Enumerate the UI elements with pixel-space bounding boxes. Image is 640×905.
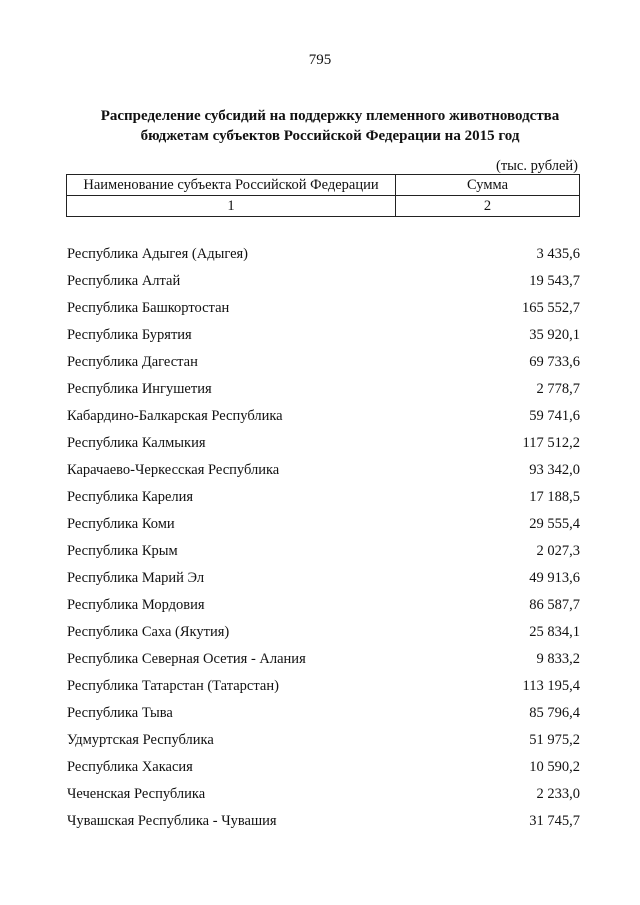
subsidy-amount: 25 834,1 bbox=[529, 624, 580, 640]
table-row bbox=[67, 619, 580, 646]
subsidy-amount: 117 512,2 bbox=[522, 435, 580, 451]
subsidy-amount: 17 188,5 bbox=[529, 489, 580, 505]
region-name: Чеченская Республика bbox=[67, 786, 206, 802]
table-row bbox=[67, 700, 580, 727]
subsidy-amount: 2 233,0 bbox=[536, 786, 580, 802]
table-row bbox=[67, 403, 580, 430]
table-row bbox=[67, 241, 580, 268]
region-name: Республика Татарстан (Татарстан) bbox=[67, 678, 279, 694]
table-row bbox=[67, 592, 580, 619]
subsidy-amount: 85 796,4 bbox=[529, 705, 580, 721]
table-body bbox=[67, 241, 580, 835]
table-row bbox=[67, 322, 580, 349]
subsidy-amount: 69 733,6 bbox=[529, 354, 580, 370]
subsidy-amount: 49 913,6 bbox=[529, 570, 580, 586]
region-name: Карачаево-Черкесская Республика bbox=[67, 462, 280, 478]
header-col-name: Наименование субъекта Российской Федерации bbox=[67, 175, 396, 196]
region-name: Республика Крым bbox=[67, 543, 178, 559]
region-name: Республика Хакасия bbox=[67, 759, 193, 775]
table-row bbox=[67, 457, 580, 484]
table-row bbox=[67, 538, 580, 565]
table-row bbox=[67, 808, 580, 835]
region-name: Республика Северная Осетия - Алания bbox=[67, 651, 306, 667]
subsidy-amount: 31 745,7 bbox=[529, 813, 580, 829]
table-row bbox=[67, 727, 580, 754]
region-name: Республика Дагестан bbox=[67, 354, 198, 370]
header-col-sum-number: 2 bbox=[396, 196, 580, 217]
table-row bbox=[67, 781, 580, 808]
region-name: Республика Калмыкия bbox=[67, 435, 206, 451]
header-col-sum: Сумма bbox=[396, 175, 580, 196]
subsidy-amount: 165 552,7 bbox=[522, 300, 580, 316]
subsidy-amount: 35 920,1 bbox=[529, 327, 580, 343]
subsidy-amount: 2 778,7 bbox=[536, 381, 580, 397]
region-name: Республика Адыгея (Адыгея) bbox=[67, 246, 249, 262]
region-name: Кабардино-Балкарская Республика bbox=[67, 408, 283, 424]
table-row bbox=[67, 268, 580, 295]
subsidy-amount: 3 435,6 bbox=[536, 246, 580, 262]
region-name: Республика Мордовия bbox=[67, 597, 205, 613]
subsidy-amount: 19 543,7 bbox=[529, 273, 580, 289]
region-name: Республика Саха (Якутия) bbox=[67, 624, 230, 640]
subsidy-amount: 2 027,3 bbox=[536, 543, 580, 559]
table-row bbox=[67, 511, 580, 538]
title-line-1: Распределение субсидий на поддержку племенного животноводства bbox=[100, 108, 560, 124]
region-name: Республика Коми bbox=[67, 516, 175, 532]
region-name: Республика Башкортостан bbox=[67, 300, 230, 316]
title-line-2: бюджетам субъектов Российской Федерации на 2015 год bbox=[140, 128, 520, 144]
header-number-row bbox=[67, 196, 580, 217]
table-row bbox=[67, 673, 580, 700]
table-row bbox=[67, 295, 580, 322]
subsidy-amount: 51 975,2 bbox=[529, 732, 580, 748]
table-row bbox=[67, 376, 580, 403]
table-row bbox=[67, 754, 580, 781]
units-label: (тыс. рублей) bbox=[496, 158, 578, 174]
table-row bbox=[67, 646, 580, 673]
region-name: Республика Марий Эл bbox=[67, 570, 205, 586]
table-row bbox=[67, 484, 580, 511]
region-name: Республика Алтай bbox=[67, 273, 181, 289]
header-col-name-number: 1 bbox=[67, 196, 396, 217]
region-name: Удмуртская Республика bbox=[67, 732, 214, 748]
subsidy-amount: 86 587,7 bbox=[529, 597, 580, 613]
subsidy-amount: 10 590,2 bbox=[529, 759, 580, 775]
subsidy-amount: 113 195,4 bbox=[522, 678, 580, 694]
table-row bbox=[67, 565, 580, 592]
region-name: Республика Ингушетия bbox=[67, 381, 212, 397]
page-number: 795 bbox=[308, 52, 332, 68]
region-name: Республика Карелия bbox=[67, 489, 194, 505]
document-title bbox=[0, 106, 640, 146]
region-name: Республика Бурятия bbox=[67, 327, 192, 343]
table-header bbox=[66, 174, 580, 217]
subsidy-amount: 59 741,6 bbox=[529, 408, 580, 424]
header-row bbox=[67, 175, 580, 196]
table-row bbox=[67, 349, 580, 376]
subsidy-amount: 93 342,0 bbox=[529, 462, 580, 478]
subsidy-amount: 29 555,4 bbox=[529, 516, 580, 532]
subsidy-amount: 9 833,2 bbox=[536, 651, 580, 667]
table-row bbox=[67, 430, 580, 457]
region-name: Республика Тыва bbox=[67, 705, 173, 721]
region-name: Чувашская Республика - Чувашия bbox=[67, 813, 277, 829]
